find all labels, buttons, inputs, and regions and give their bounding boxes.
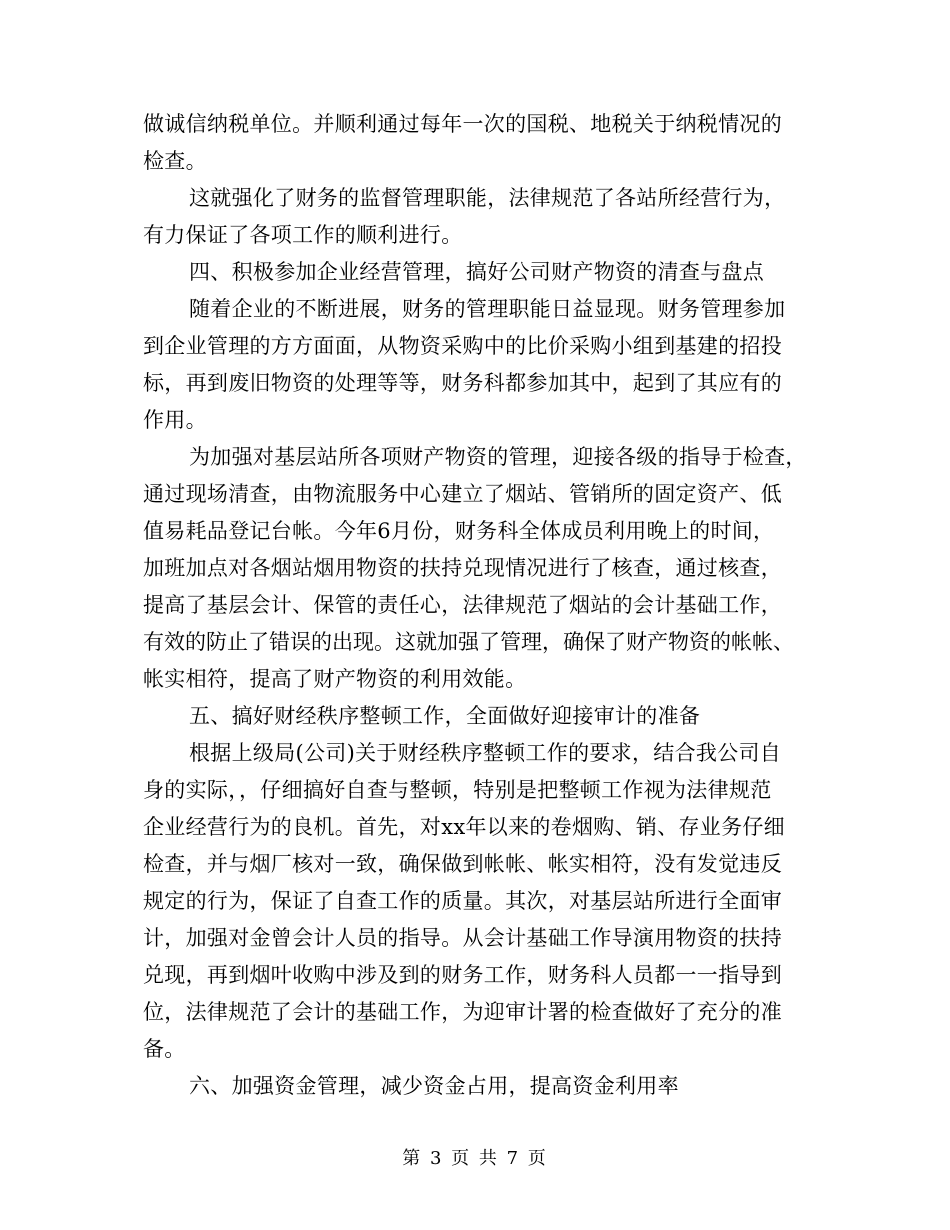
paragraph	[143, 735, 813, 1068]
text-line: 加班加点对各烟站烟用物资的扶持兑现情况进行了核查，通过核查，	[143, 556, 782, 580]
text-line: 根据上级局(公司)关于财经秩序整顿工作的要求，结合我公司自	[189, 741, 782, 765]
text-line: 随着企业的不断进展，财务的管理职能日益显现。财务管理参加	[189, 297, 786, 321]
text-line: 备。	[143, 1037, 186, 1061]
text-line: 检查。	[143, 149, 207, 173]
page-footer: 第 3 页 共 7 页	[402, 1148, 548, 1169]
section-heading: 五、搞好财经秩序整顿工作，全面做好迎接审计的准备	[189, 704, 701, 728]
body-text	[143, 106, 813, 1105]
text-line: 标，再到废旧物资的处理等等，财务科都参加其中，起到了其应有的	[143, 371, 782, 395]
text-line: 帐实相符，提高了财产物资的利用效能。	[143, 667, 527, 691]
text-line: 检查，并与烟厂核对一致，确保做到帐帐、帐实相符，没有发觉违反	[143, 852, 782, 876]
text-line: 作用。	[143, 408, 207, 432]
text-line: 到企业管理的方方面面，从物资采购中的比价采购小组到基建的招投	[143, 334, 782, 358]
text-line: 值易耗品登记台帐。今年6月份，财务科全体成员利用晚上的时间，	[143, 519, 775, 543]
text-line: 提高了基层会计、保管的责任心，法律规范了烟站的会计基础工作，	[143, 593, 782, 617]
text-line: 这就强化了财务的监督管理职能，法律规范了各站所经营行为，	[189, 186, 786, 210]
text-line: 位，法律规范了会计的基础工作，为迎审计署的检查做好了充分的准	[143, 1000, 782, 1024]
section-heading: 四、积极参加企业经营管理，搞好公司财产物资的清查与盘点	[189, 260, 765, 284]
text-line: 计，加强对金曾会计人员的指导。从会计基础工作导演用物资的扶持	[143, 926, 782, 950]
text-line: 有力保证了各项工作的顺利进行。	[143, 223, 463, 247]
text-line: 规定的行为，保证了自查工作的质量。其次，对基层站所进行全面审	[143, 889, 782, 913]
text-line: 通过现场清查，由物流服务中心建立了烟站、管销所的固定资产、低	[143, 482, 782, 506]
paragraph-continuation	[143, 106, 813, 180]
text-line: 为加强对基层站所各项财产物资的管理，迎接各级的指导于检查，	[189, 445, 807, 469]
section-heading: 六、加强资金管理，减少资金占用，提高资金利用率	[189, 1074, 679, 1098]
text-line: 身的实际，，仔细搞好自查与整顿，特别是把整顿工作视为法律规范	[143, 778, 772, 802]
text-line: 兑现，再到烟叶收购中涉及到的财务工作，财务科人员都一一指导到	[143, 963, 782, 987]
text-line: 做诚信纳税单位。并顺利通过每年一次的国税、地税关于纳税情况的	[143, 112, 782, 136]
text-line: 企业经营行为的良机。首先，对xx年以来的卷烟购、销、存业务仔细	[143, 815, 785, 839]
paragraph	[143, 439, 813, 698]
paragraph	[143, 180, 813, 254]
text-line: 有效的防止了错误的出现。这就加强了管理，确保了财产物资的帐帐、	[143, 630, 794, 654]
paragraph	[143, 291, 813, 439]
